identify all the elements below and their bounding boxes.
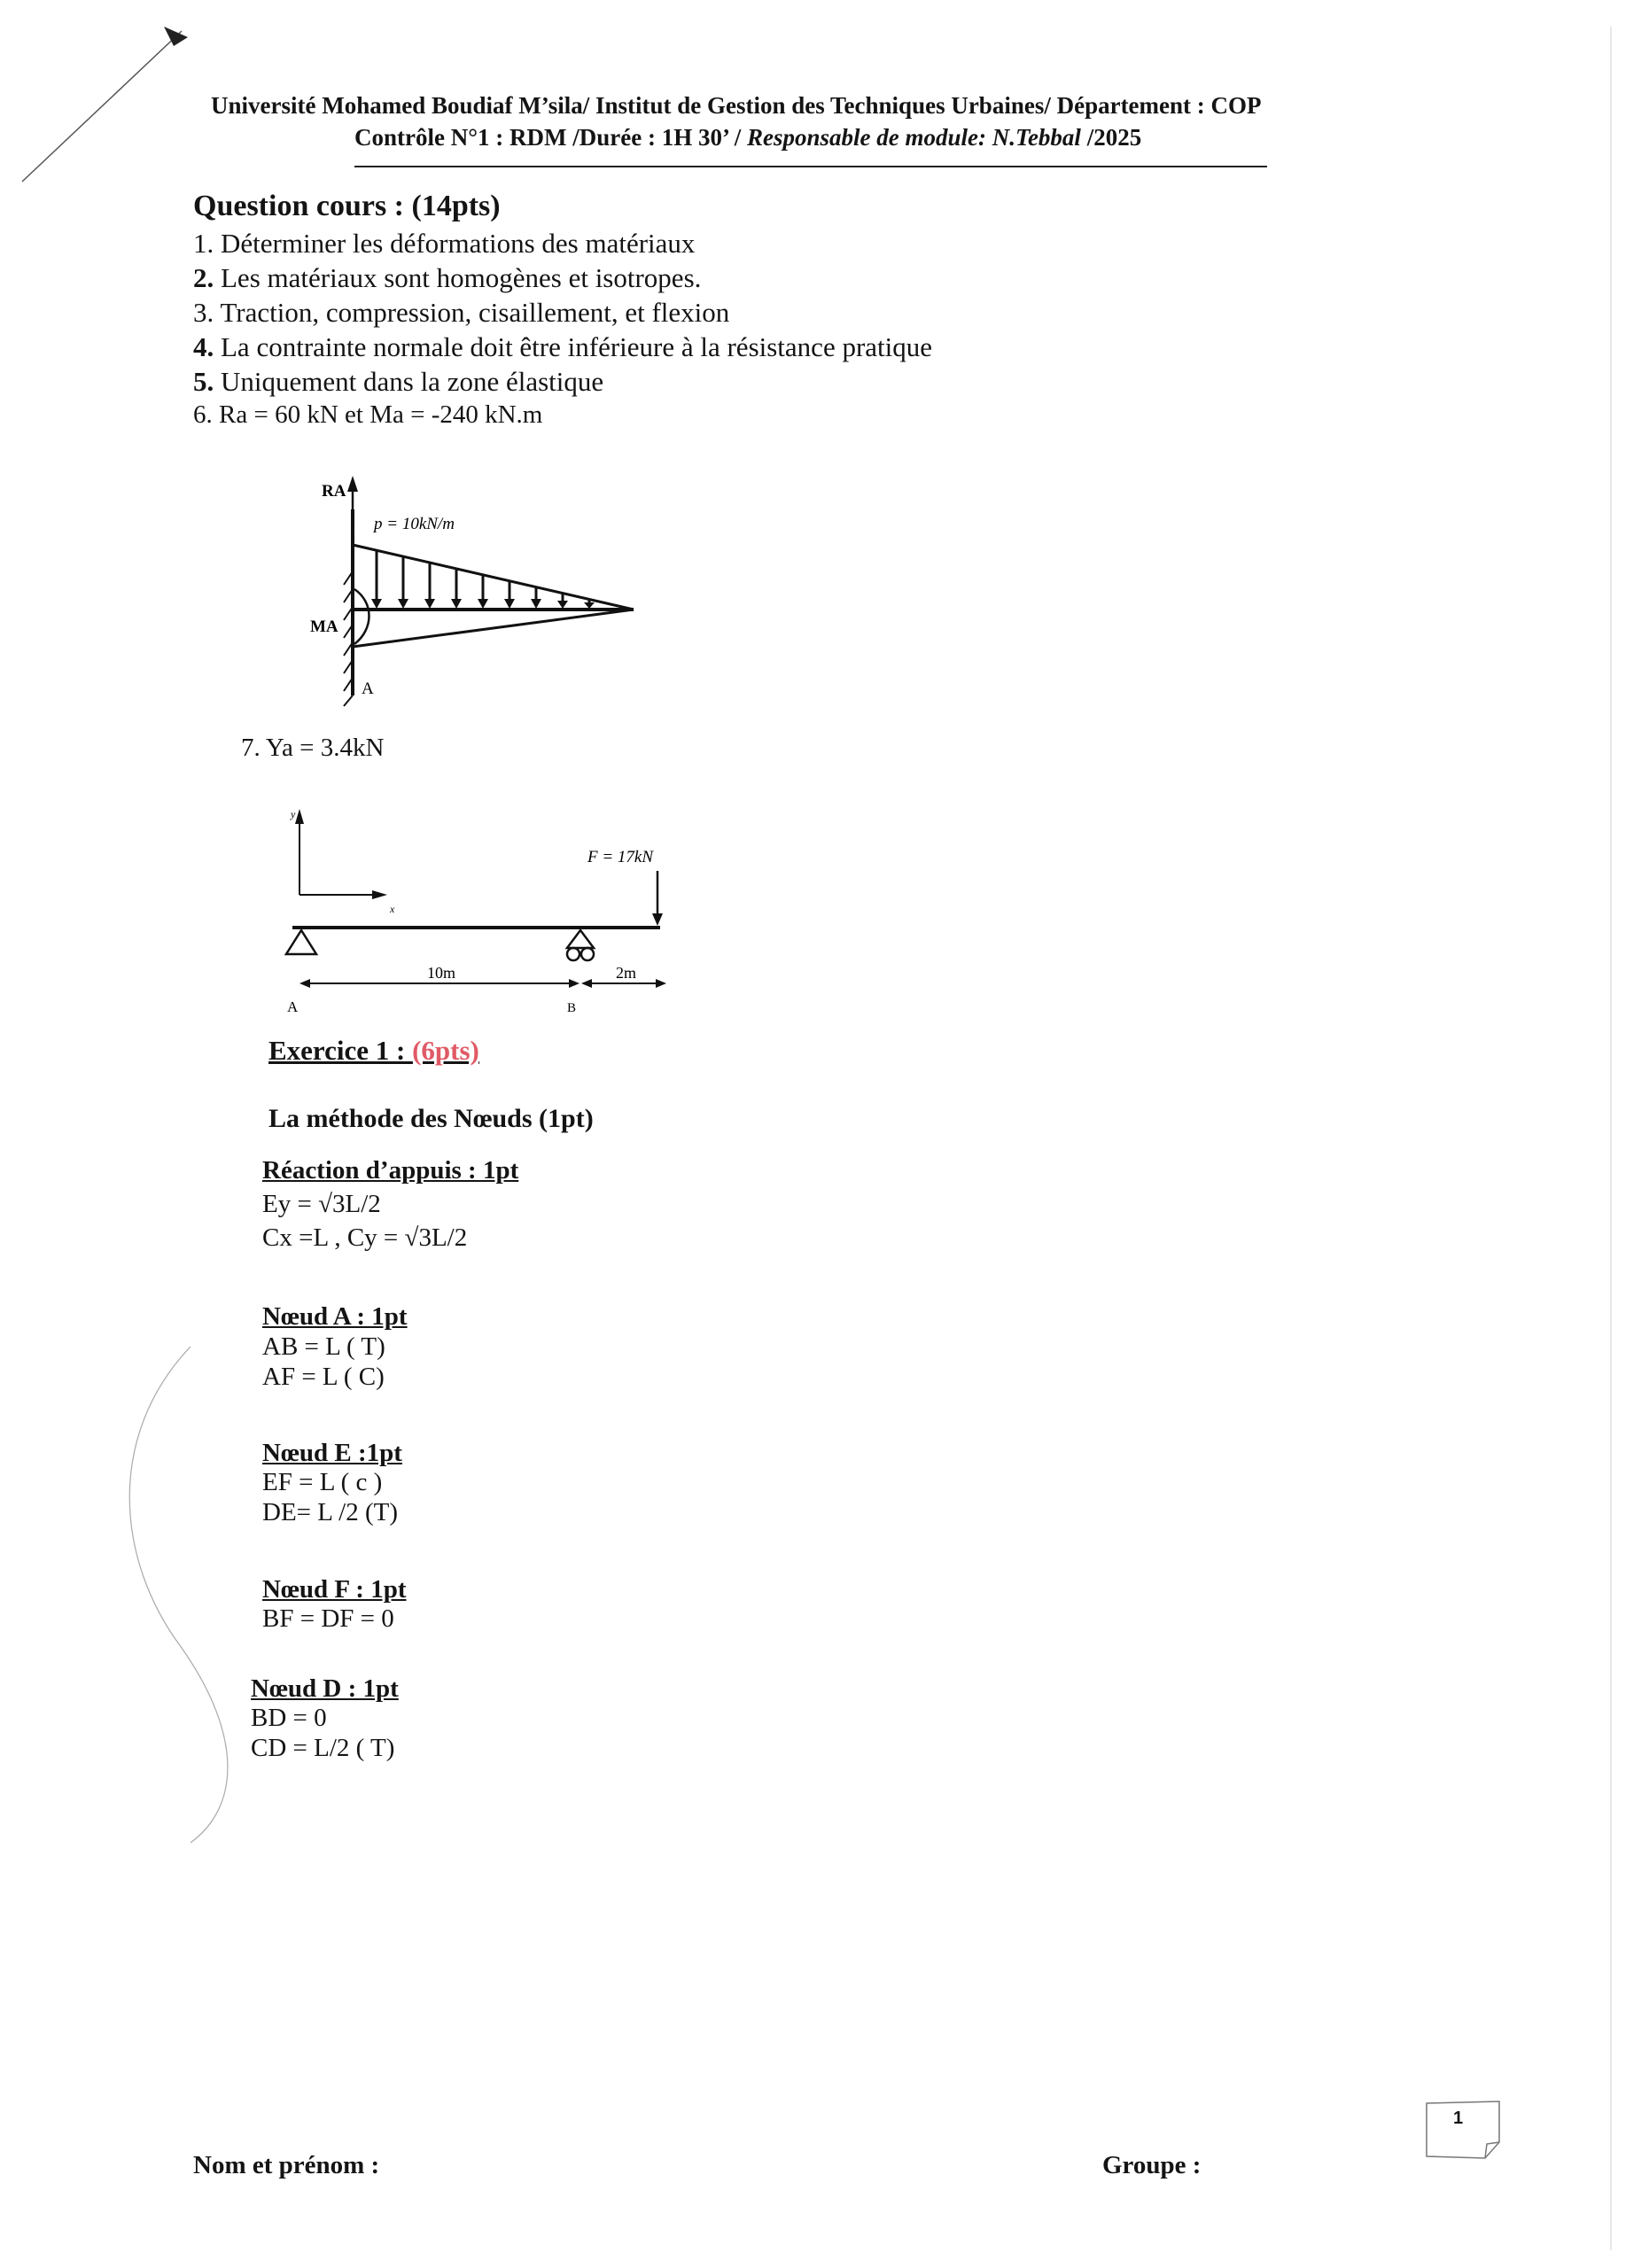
x-label: x [390,903,395,915]
question-number: 4. [193,331,214,362]
support-b-label: B [567,1001,577,1015]
reaction-title: Réaction d’appuis : 1pt [262,1156,519,1184]
header-line-2 [354,124,1141,151]
force-label: F = 17kN [587,848,654,866]
question-text: Les matériaux sont homogènes et isotropes. [214,262,702,293]
header-divider [354,166,1267,167]
reaction-line-2: Cx =L , Cy = √3L/2 [262,1223,468,1252]
ma-label: MA [310,617,338,636]
load-profile [353,545,634,610]
load-label: p = 10kN/m [374,515,455,533]
question-text: Uniquement dans la zone élastique [214,366,604,397]
header-exam-info: Contrôle N°1 : RDM /Durée : 1H 30’ / [354,124,747,151]
question-item-1 [193,228,695,260]
noeud-d-title: Nœud D : 1pt [251,1674,399,1703]
exercice-title [268,1035,479,1067]
noeud-d-line-1: BD = 0 [251,1704,327,1732]
question-item-5 [193,366,603,398]
y-label: y [291,808,296,820]
groupe-label: Groupe : [1102,2151,1202,2179]
question-cours-title: Question cours : (14pts) [193,190,501,222]
question-item-7: 7. Ya = 3.4kN [241,734,385,762]
question-number: 6. [193,400,213,429]
cantilever-diagram [292,474,665,722]
force-arrow-head [652,913,663,926]
noeud-e-title: Nœud E :1pt [262,1439,402,1467]
y-axis-head [295,809,304,824]
span1-label: 10m [427,964,456,982]
noeud-e-line-1: EF = L ( c ) [262,1468,383,1496]
moment-arc [354,589,369,644]
noeud-d-line-2: CD = L/2 ( T) [251,1734,395,1762]
x-axis-head [372,890,387,899]
noeud-a-line-2: AF = L ( C) [262,1363,385,1391]
load-arrow-heads [371,599,595,609]
question-text: Déterminer les déformations des matériaux [214,228,696,259]
noeud-a-line-1: AB = L ( T) [262,1332,385,1361]
question-text: La contrainte normale doit être inférieure à la résistance pratique [214,331,933,362]
roller-wheel-right [581,948,594,960]
method-title: La méthode des Nœuds (1pt) [268,1104,594,1133]
header-line-1: Université Mohamed Boudiaf M’sila/ Institut de Gestion des Techniques Urbaines/ Département : COP [211,92,1262,119]
roller-wheel-left [567,948,579,960]
question-number: 5. [193,366,214,397]
question-text: Traction, compression, cisaillement, et flexion [214,297,730,328]
reaction-line-1: Ey = √3L/2 [262,1190,381,1218]
question-item-4 [193,331,932,363]
exercice-title-text: Exercice 1 : [268,1035,413,1066]
beam-lower-edge [353,610,634,647]
question-text: Ra = 60 kN et Ma = -240 kN.m [212,400,543,429]
question-number: 2. [193,262,214,293]
pin-support-a [286,930,316,954]
overhang-beam-diagram [275,802,691,1023]
noeud-f-line-1: BF = DF = 0 [262,1604,394,1633]
nom-prenom-label: Nom et prénom : [193,2151,380,2179]
page-number: 1 [1453,2109,1464,2128]
span2-label: 2m [616,964,637,982]
noeud-e-line-2: DE= L /2 (T) [262,1498,398,1526]
reaction-arrow-head [347,476,358,492]
header-responsible: Responsable de module: N.Tebbal [746,124,1081,151]
support-a-label: A [287,998,299,1015]
question-number: 1. [193,228,214,259]
question-item-2 [193,262,701,294]
roller-support-b [567,930,594,948]
noeud-f-title: Nœud F : 1pt [262,1575,407,1604]
question-number: 3. [193,297,214,328]
header-year: /2025 [1080,124,1142,151]
noeud-a-title: Nœud A : 1pt [262,1302,408,1331]
question-item-3 [193,297,729,329]
ra-label: RA [322,482,346,501]
a-label: A [362,680,374,698]
exercice-points: (6pts) [412,1035,479,1066]
question-item-6 [193,400,542,430]
